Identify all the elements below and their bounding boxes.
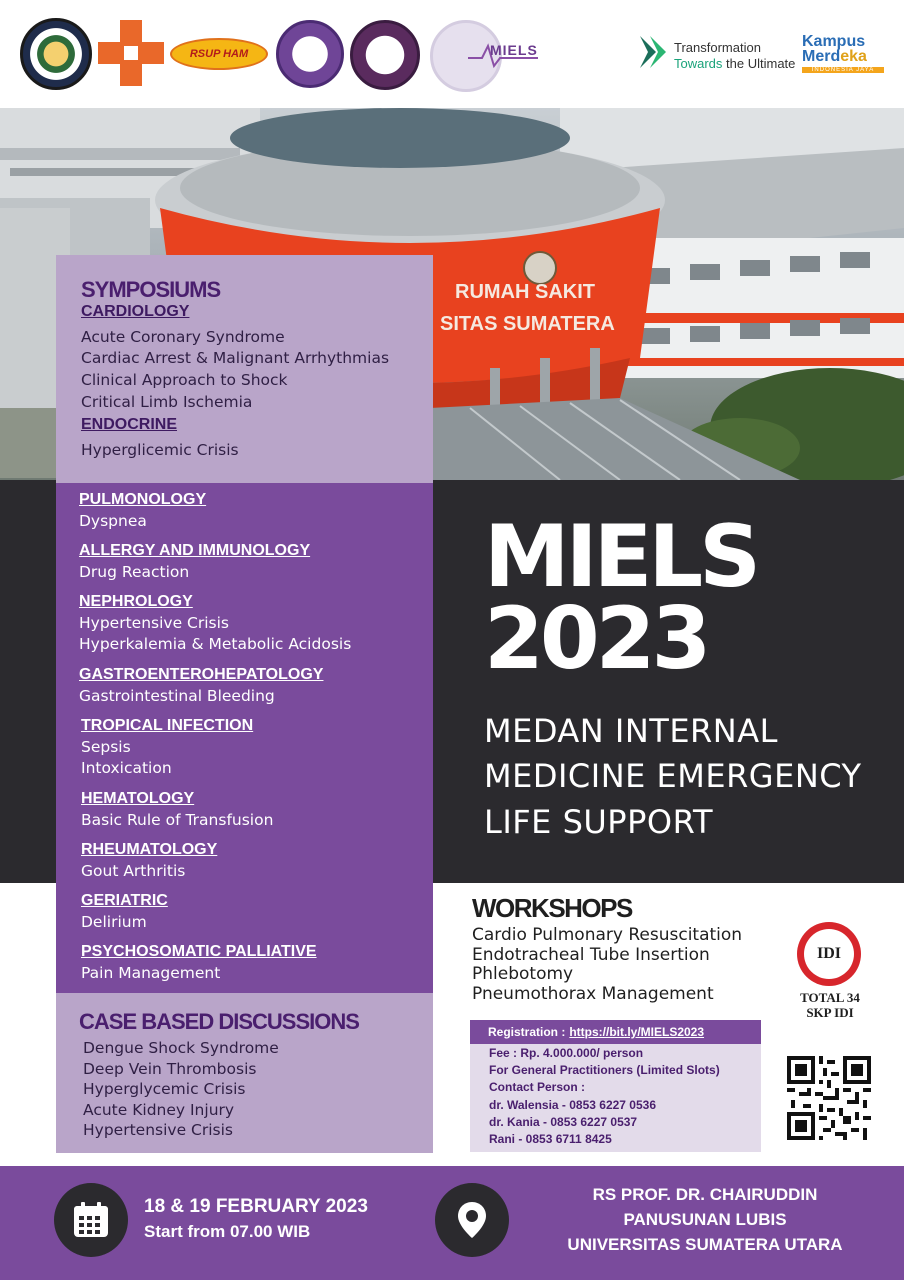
event-year: 2023 (484, 589, 708, 689)
category-psychosomatic: PSYCHOSOMATIC PALLIATIVE (81, 943, 317, 960)
idi-badge-text: IDI (804, 929, 854, 979)
list-item: Deep Vein Thrombosis (83, 1060, 257, 1078)
qr-code[interactable] (787, 1056, 871, 1140)
papdi-logo (276, 20, 344, 88)
contact-item: Rani - 0853 6711 8425 (489, 1132, 612, 1146)
idi-badge-icon (797, 922, 861, 986)
registration-header (470, 1020, 761, 1044)
workshop-item: Phlebotomy (472, 964, 574, 984)
transformation-text: Transformation (674, 40, 761, 55)
venue-line: RS PROF. DR. CHAIRUDDIN (592, 1185, 818, 1204)
category-rheumatology: RHEUMATOLOGY (81, 841, 218, 858)
workshop-item: Pneumothorax Management (472, 984, 714, 1004)
list-item: Acute Coronary Syndrome (81, 328, 285, 346)
miels-logo-text: MIELS (490, 42, 538, 58)
list-item: Hyperglycemic Crisis (83, 1080, 246, 1098)
registration-fee: Fee : Rp. 4.000.000/ person (489, 1046, 644, 1060)
list-item: Sepsis (81, 738, 131, 756)
list-item: Hyperkalemia & Metabolic Acidosis (79, 635, 352, 653)
event-title (484, 507, 758, 689)
list-item: Dengue Shock Syndrome (83, 1039, 279, 1057)
contact-item: dr. Kania - 0853 6227 0537 (489, 1115, 638, 1129)
registration-audience: For General Practitioners (Limited Slots) (489, 1063, 720, 1077)
kampus-text: Kampus (802, 33, 866, 50)
case-discussions-title: CASE BASED DISCUSSIONS (79, 1009, 359, 1034)
symposiums-panel-main (56, 483, 433, 993)
list-item: Clinical Approach to Shock (81, 371, 288, 389)
workshop-item: Cardio Pulmonary Resuscitation (472, 925, 743, 945)
registration-link[interactable]: https://bit.ly/MIELS2023 (569, 1025, 705, 1039)
skp-total: TOTAL 34 (800, 990, 860, 1005)
list-item: Acute Kidney Injury (83, 1101, 235, 1119)
list-item: Drug Reaction (79, 563, 190, 581)
category-hematology: HEMATOLOGY (81, 790, 195, 807)
event-subtitle-line: MEDICINE EMERGENCY (484, 757, 862, 795)
contact-item: dr. Walensia - 0853 6227 0536 (489, 1098, 656, 1112)
list-item: Hypertensive Crisis (83, 1121, 233, 1139)
list-item: Hyperglicemic Crisis (81, 441, 239, 459)
category-pulmonology: PULMONOLOGY (79, 491, 207, 508)
category-allergy: ALLERGY AND IMMUNOLOGY (79, 542, 311, 559)
red-cross-logo (98, 20, 164, 86)
rsup-logo-text: RSUP HAM (189, 48, 249, 60)
kampus-merdeka-logo (802, 34, 888, 73)
venue-line: PANUSUNAN LUBIS (623, 1210, 787, 1229)
list-item: Hypertensive Crisis (79, 614, 229, 632)
skp-label: SKP IDI (806, 1005, 854, 1020)
event-subtitle-line: LIFE SUPPORT (484, 803, 714, 841)
list-item: Pain Management (81, 964, 221, 982)
list-item: Basic Rule of Transfusion (81, 811, 274, 829)
symposiums-panel-top (56, 255, 433, 483)
case-discussions-panel (56, 993, 433, 1153)
event-name: MIELS (484, 507, 758, 607)
indonesia-jaya-text: INDONESIA JAYA (802, 67, 884, 73)
registration-label: Registration : (488, 1025, 566, 1039)
merdeka-text: Merdeka (802, 48, 867, 65)
svg-text:SITAS SUMATERA: SITAS SUMATERA (440, 313, 615, 335)
hospital-sign-text: RUMAH SAKIT (455, 281, 595, 303)
symposiums-title: SYMPOSIUMS (81, 277, 221, 302)
transformation-subtext: Towards the Ultimate (674, 56, 796, 71)
category-endocrine: ENDOCRINE (81, 416, 178, 433)
list-item: Gastrointestinal Bleeding (79, 687, 275, 705)
list-item: Delirium (81, 913, 147, 931)
logo-header (0, 0, 904, 108)
event-date: 18 & 19 FEBRUARY 2023 (144, 1196, 368, 1217)
workshops-title: WORKSHOPS (472, 893, 632, 923)
list-item: Cardiac Arrest & Malignant Arrhythmias (81, 349, 390, 367)
category-nephrology: NEPHROLOGY (79, 593, 193, 610)
category-cardiology: CARDIOLOGY (81, 303, 190, 320)
transformation-arrow-icon (638, 34, 670, 70)
kadi-logo (350, 20, 420, 90)
list-item: Intoxication (81, 759, 172, 777)
event-subtitle-line: MEDAN INTERNAL (484, 712, 778, 750)
location-pin-icon (435, 1183, 509, 1257)
calendar-icon (54, 1183, 128, 1257)
category-gastro: GASTROENTEROHEPATOLOGY (79, 666, 324, 683)
category-tropical: TROPICAL INFECTION (81, 717, 254, 734)
contact-person-label: Contact Person : (489, 1080, 586, 1094)
workshop-item: Endotracheal Tube Insertion (472, 945, 710, 965)
list-item: Dyspnea (79, 512, 147, 530)
faculty-medicine-logo (20, 18, 92, 90)
event-time: Start from 07.00 WIB (144, 1222, 311, 1241)
venue-line: UNIVERSITAS SUMATERA UTARA (567, 1235, 843, 1254)
list-item: Critical Limb Ischemia (81, 393, 253, 411)
category-geriatric: GERIATRIC (81, 892, 168, 909)
registration-details (470, 1044, 761, 1152)
rsup-ham-logo (170, 38, 268, 70)
list-item: Gout Arthritis (81, 862, 186, 880)
